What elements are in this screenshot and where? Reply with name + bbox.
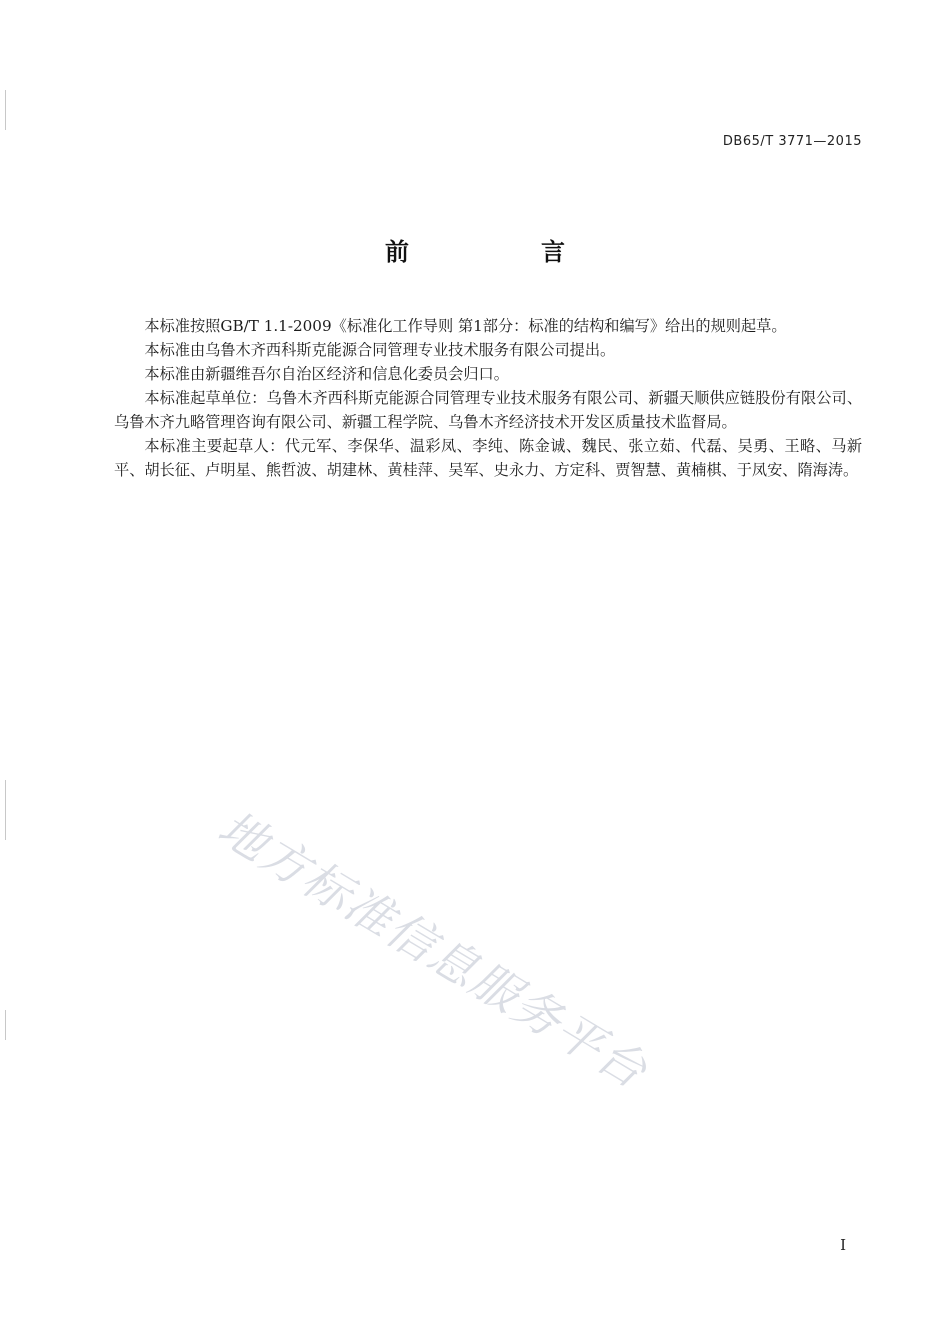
scan-edge-mark (5, 1010, 6, 1040)
paragraph-administrator: 本标准由新疆维吾尔自治区经济和信息化委员会归口。 (144, 365, 509, 383)
paragraph-drafting-units: 本标准起草单位：乌鲁木齐西科斯克能源合同管理专业技术服务有限公司、新疆天顺供应链股份有限公司、乌鲁木齐九略管理咨询有限公司、新疆工程学院、乌鲁木齐经济技术开发区质量技术监督局。 (114, 389, 862, 431)
page-number: I (840, 1236, 846, 1254)
page-title: 前 言 (385, 238, 619, 266)
scan-edge-mark (5, 90, 6, 130)
paragraph-proposer: 本标准由乌鲁木齐西科斯克能源合同管理专业技术服务有限公司提出。 (144, 341, 616, 359)
watermark: 地方标准信息服务平台 (208, 800, 657, 1101)
foreword-body (114, 314, 862, 482)
paragraph-drafters: 本标准主要起草人：代元军、李保华、温彩凤、李纯、陈金诚、魏民、张立茹、代磊、吴勇、王略、马新平、胡长征、卢明星、熊哲波、胡建林、黄桂萍、吴军、史永力、方定科、贾智慧、黄楠棋、于凤安、隋海涛。 (114, 437, 862, 479)
scan-edge-mark (5, 780, 6, 840)
standard-code: DB65/T 3771—2015 (722, 134, 862, 149)
paragraph-drafting-rules: 本标准按照GB/T 1.1-2009《标准化工作导则 第1部分：标准的结构和编写》给出的规则起草。 (144, 317, 787, 335)
